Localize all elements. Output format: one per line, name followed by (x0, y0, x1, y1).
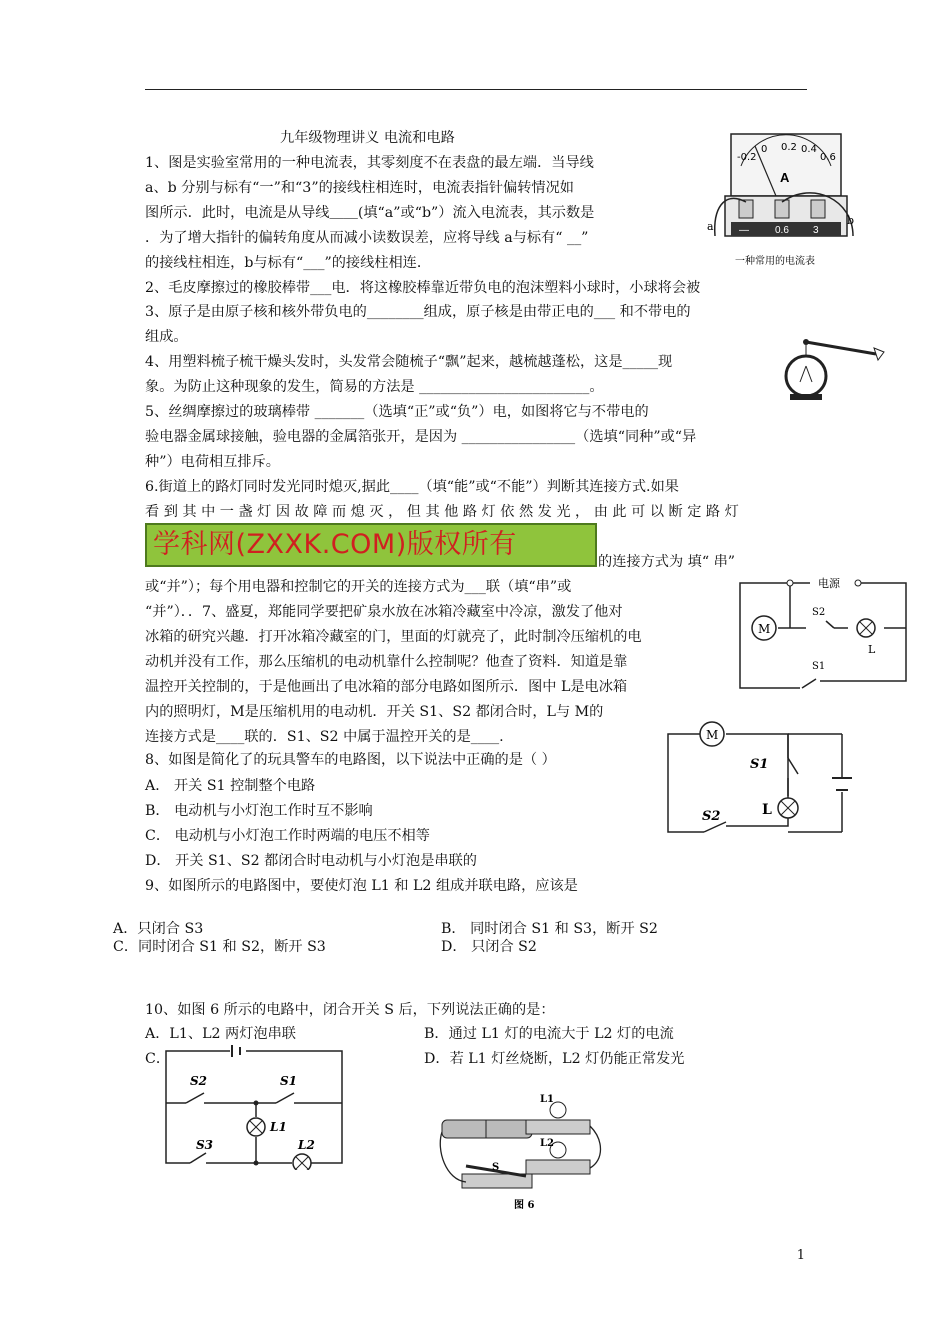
terminal-3: 3 (813, 225, 819, 236)
car-lamp-label: L (762, 802, 772, 818)
q9-l2-label: L2 (298, 1138, 315, 1152)
q7-line-3: 动机并没有工作，那么压缩机的电动机靠什么控制呢？他查了资料．知道是靠 (145, 654, 628, 670)
q9-s2-label: S2 (190, 1074, 208, 1088)
page-title: 九年级物理讲义 电流和电路 (280, 130, 455, 146)
q2-line: 2、毛皮摩擦过的橡胶棒带___电．将这橡胶棒靠近带负电的泡沫塑料小球时，小球将会被 (145, 280, 701, 296)
q7-line-6: 连接方式是____联的．S1、S2 中属于温控开关的是____. (145, 729, 504, 745)
q8-stem: 8、如图是简化了的玩具警车的电路图，以下说法中正确的是（ ） (145, 752, 556, 768)
q10-option-b: B．通过 L1 灯的电流大于 L2 灯的电流 (424, 1026, 674, 1042)
q7-line-2: 冰箱的研究兴趣．打开冰箱冷藏室的门，里面的灯就亮了，此时制冷压缩机的电 (145, 629, 642, 645)
q8-option-b: B． 电动机与小灯泡工作时互不影响 (145, 803, 373, 819)
terminal-minus: — (739, 225, 749, 236)
fridge-lamp-label: L (868, 643, 876, 656)
fig6-l1-label: L1 (540, 1094, 554, 1105)
q10-option-d: D．若 L1 灯丝烧断，L2 灯仍能正常发光 (424, 1051, 685, 1067)
q10-option-a: A．L1、L2 两灯泡串联 (145, 1026, 296, 1042)
q9-option-c: C．同时闭合 S1 和 S2，断开 S3 (113, 939, 326, 955)
car-s1-label: S1 (750, 757, 769, 772)
q1-line-5: 的接线柱相连，b与标有“___”的接线柱相连． (145, 255, 432, 271)
q1-line-2: a、b 分别与标有“一”和“3”的接线柱相连时，电流表指针偏转情况如 (145, 180, 574, 196)
q5-line-2: 验电器金属球接触，验电器的金属箔张开，是因为 ________________（选填“同种”或“异 (145, 429, 697, 445)
q7-line-4: 温控开关控制的，于是他画出了电冰箱的部分电路如图所示．图中 L是电冰箱 (145, 679, 628, 695)
q6-line-2: 看 到 其 中 一 盏 灯 因 故 障 而 熄 灭 ， 但 其 他 路 灯 依 然 发 光 ， 由 此 可 以 断 定 路 灯 (145, 504, 739, 520)
fridge-s1-label: S1 (812, 661, 826, 672)
scale-label-neg: -0.2 (737, 152, 757, 163)
q9-s1-label: S1 (280, 1074, 298, 1088)
q6-line-3: 的连接方式为 填“ 串” (598, 554, 736, 570)
q7-line-5: 内的照明灯，M是压缩机用的电动机．开关 S1、S2 都闭合时，L与 M的 (145, 704, 604, 720)
header-rule (145, 89, 807, 90)
ammeter-caption: 一种常用的电流表 (735, 256, 815, 267)
scale-label-02: 0.2 (781, 142, 797, 153)
scale-label-0: 0 (761, 144, 768, 155)
q5-line-3: 种”）电荷相互排斥。 (145, 454, 280, 470)
car-s2-label: S2 (702, 809, 721, 824)
q4-line-1: 4、用塑料梳子梳干燥头发时，头发常会随梳子“飘”起来，越梳越蓬松，这是_____现 (145, 354, 673, 370)
scale-label-06: 0.6 (820, 152, 836, 163)
q4-line-2: 象。为防止这种现象的发生，简易的方法是 ________________________。 (145, 379, 604, 395)
fig6-l2-label: L2 (540, 1138, 554, 1149)
q1-line-4: ．为了增大指针的偏转角度从而减小读数误差，应将导线 a与标有“ __” (145, 230, 589, 246)
q1-line-3: 图所示．此时，电流是从导线＿＿(填“a”或“b”）流入电流表，其示数是 (145, 205, 595, 221)
car-motor-label: M (706, 728, 719, 742)
q8-option-c: C． 电动机与小灯泡工作时两端的电压不相等 (145, 828, 430, 844)
q6-line-4: 或“并”）；每个用电器和控制它的开关的连接方式为___联（填“串”或 (145, 579, 572, 595)
ammeter-figure (703, 130, 858, 270)
q9-s3-label: S3 (196, 1138, 214, 1152)
q3-line-1: 3、原子是由原子核和核外带负电的________组成，原子核是由带正电的___ 和不带电的 (145, 304, 691, 320)
toy-car-circuit-figure (664, 718, 864, 838)
q10-option-c: C． (145, 1051, 171, 1067)
q9-option-d: D． 只闭合 S2 (441, 939, 537, 955)
ammeter-unit: A (780, 170, 790, 185)
q9-option-b: B． 同时闭合 S1 和 S3，断开 S2 (441, 921, 658, 937)
q6-line-1: 6.街道上的路灯同时发光同时熄灭,据此____（填“能”或“不能”）判断其连接方式.如果 (145, 479, 679, 495)
figure-6 (436, 1090, 606, 1216)
q9-stem: 9、如图所示的电路图中，要使灯泡 L1 和 L2 组成并联电路，应该是 (145, 878, 578, 894)
q10-stem: 10、如图 6 所示的电路中，闭合开关 S 后，下列说法正确的是： (145, 1002, 555, 1018)
fridge-circuit-figure (738, 573, 910, 693)
fig6-caption: 图 6 (514, 1200, 535, 1211)
q9-option-a: A．只闭合 S3 (113, 921, 204, 937)
wire-a-label: a (707, 220, 714, 233)
q9-l1-label: L1 (270, 1120, 287, 1134)
q8-option-a: A． 开关 S1 控制整个电路 (145, 778, 316, 794)
fig6-s-label: S (492, 1162, 500, 1173)
fridge-s2-label: S2 (812, 607, 826, 618)
q5-line-1: 5、丝绸摩擦过的玻璃棒带 _______（选填“正”或“负”）电，如图将它与不带电的 (145, 404, 649, 420)
q8-option-d: D． 开关 S1、S2 都闭合时电动机与小灯泡是串联的 (145, 853, 477, 869)
page-number: 1 (796, 1248, 805, 1263)
q3-line-2: 组成。 (145, 329, 188, 345)
scale-label-04: 0.4 (801, 144, 817, 155)
copyright-watermark: 学科网(ZXXK.COM)版权所有 (145, 523, 597, 567)
q1-line-1: 1、图是实验室常用的一种电流表，其零刻度不在表盘的最左端．当导线 (145, 155, 594, 171)
fridge-source-label: 电源 (818, 577, 840, 590)
q9-circuit-figure (160, 1045, 350, 1170)
fridge-motor-label: M (758, 622, 771, 636)
q7-line-1: “并”）．．7、盛夏，郑能同学要把矿泉水放在冰箱冷藏室中冷凉，激发了他对 (145, 604, 623, 620)
wire-b-label: b (847, 214, 855, 227)
terminal-06: 0.6 (775, 225, 789, 236)
electroscope-figure (776, 330, 886, 402)
